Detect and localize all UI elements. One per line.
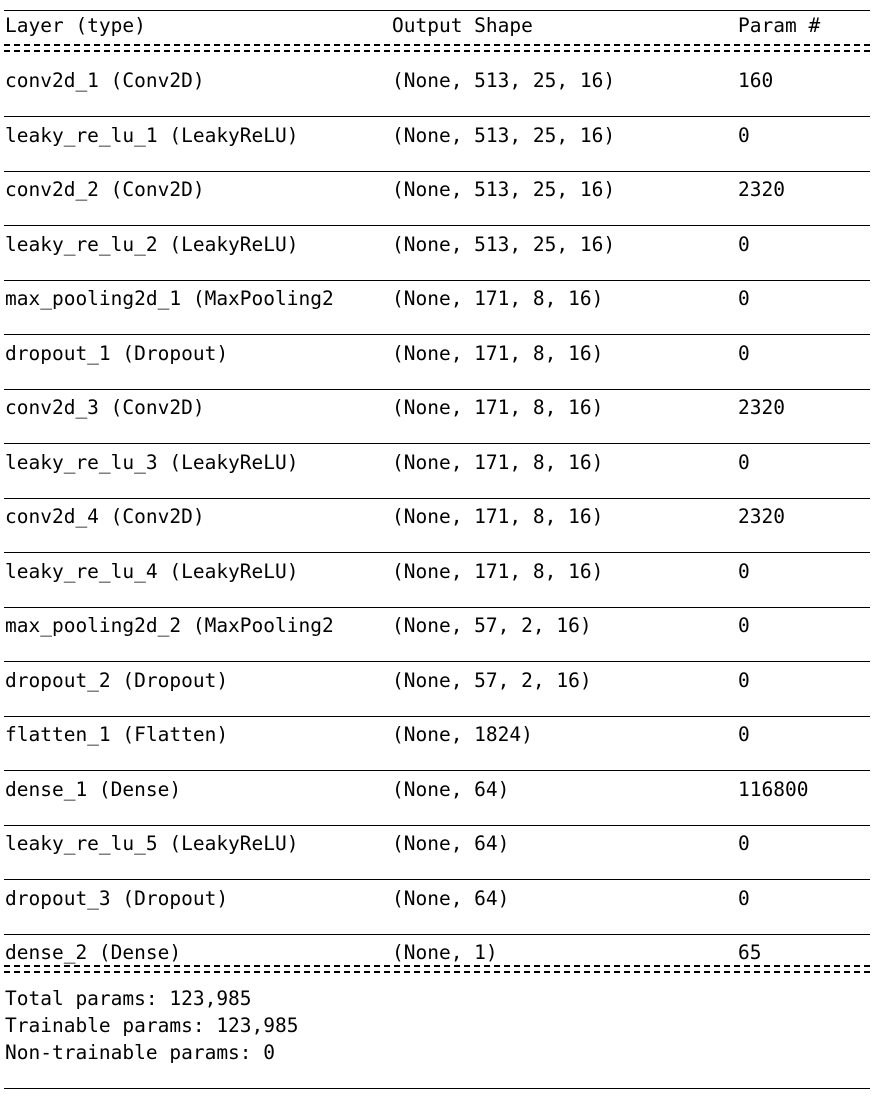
- header-output-shape: Output Shape: [392, 14, 533, 37]
- row-separator: [4, 825, 870, 826]
- row-separator: [4, 552, 870, 553]
- param-count: 0: [738, 341, 750, 365]
- row-separator: [4, 171, 870, 172]
- param-count: 2320: [738, 396, 785, 419]
- trainable-params: Trainable params: 123,985: [5, 1014, 299, 1037]
- output-shape: (None, 1): [392, 941, 498, 964]
- param-count: 0: [738, 668, 750, 692]
- output-shape: (None, 513, 25, 16): [392, 178, 616, 201]
- output-shape: (None, 64): [392, 886, 510, 910]
- layer-name: dropout_1 (Dropout): [5, 341, 229, 365]
- bottom-rule: [4, 1088, 870, 1089]
- param-count: 0: [738, 287, 750, 310]
- output-shape: (None, 171, 8, 16): [392, 505, 604, 528]
- row-separator: [4, 498, 870, 499]
- row-separator: [4, 389, 870, 390]
- output-shape: (None, 171, 8, 16): [392, 287, 604, 310]
- output-shape: (None, 171, 8, 16): [392, 559, 604, 583]
- param-count: 116800: [738, 777, 809, 801]
- row-separator: [4, 116, 870, 117]
- row-separator: [4, 334, 870, 335]
- param-count: 0: [738, 559, 750, 583]
- header-double-rule: [4, 44, 870, 52]
- layer-name: leaky_re_lu_3 (LeakyReLU): [5, 450, 299, 474]
- row-separator: [4, 280, 870, 281]
- layer-name: leaky_re_lu_1 (LeakyReLU): [5, 123, 299, 147]
- layer-name: flatten_1 (Flatten): [5, 723, 229, 746]
- output-shape: (None, 64): [392, 777, 510, 801]
- row-separator: [4, 607, 870, 608]
- row-separator: [4, 225, 870, 226]
- header-layer: Layer (type): [5, 14, 146, 37]
- layer-name: dropout_3 (Dropout): [5, 886, 229, 910]
- non-trainable-params: Non-trainable params: 0: [5, 1041, 276, 1064]
- output-shape: (None, 513, 25, 16): [392, 123, 616, 147]
- param-count: 0: [738, 886, 750, 910]
- param-count: 0: [738, 832, 750, 855]
- layer-name: max_pooling2d_2 (MaxPooling2: [5, 614, 334, 637]
- row-separator: [4, 443, 870, 444]
- top-rule: [4, 10, 870, 11]
- layer-name: conv2d_2 (Conv2D): [5, 178, 205, 201]
- row-separator: [4, 716, 870, 717]
- layer-name: dense_1 (Dense): [5, 777, 182, 801]
- param-count: 0: [738, 123, 750, 147]
- layer-name: dense_2 (Dense): [5, 941, 182, 964]
- row-separator: [4, 661, 870, 662]
- layer-name: conv2d_3 (Conv2D): [5, 396, 205, 419]
- row-separator: [4, 770, 870, 771]
- output-shape: (None, 171, 8, 16): [392, 341, 604, 365]
- layer-name: conv2d_1 (Conv2D): [5, 69, 205, 92]
- output-shape: (None, 513, 25, 16): [392, 69, 616, 92]
- param-count: 0: [738, 450, 750, 474]
- param-count: 0: [738, 614, 750, 637]
- header-param-count: Param #: [738, 14, 821, 37]
- param-count: 0: [738, 232, 750, 256]
- layer-name: leaky_re_lu_4 (LeakyReLU): [5, 559, 299, 583]
- layer-name: dropout_2 (Dropout): [5, 668, 229, 692]
- layer-name: leaky_re_lu_2 (LeakyReLU): [5, 232, 299, 256]
- layer-name: max_pooling2d_1 (MaxPooling2: [5, 287, 334, 310]
- output-shape: (None, 57, 2, 16): [392, 668, 592, 692]
- param-count: 2320: [738, 505, 785, 528]
- output-shape: (None, 171, 8, 16): [392, 396, 604, 419]
- param-count: 160: [738, 69, 774, 92]
- row-separator: [4, 934, 870, 935]
- row-separator: [4, 879, 870, 880]
- total-params: Total params: 123,985: [5, 987, 252, 1010]
- param-count: 65: [738, 941, 762, 964]
- param-count: 2320: [738, 178, 785, 201]
- output-shape: (None, 171, 8, 16): [392, 450, 604, 474]
- output-shape: (None, 1824): [392, 723, 533, 746]
- param-count: 0: [738, 723, 750, 746]
- output-shape: (None, 513, 25, 16): [392, 232, 616, 256]
- output-shape: (None, 57, 2, 16): [392, 614, 592, 637]
- footer-double-rule: [4, 965, 870, 973]
- layer-name: conv2d_4 (Conv2D): [5, 505, 205, 528]
- output-shape: (None, 64): [392, 832, 510, 855]
- layer-name: leaky_re_lu_5 (LeakyReLU): [5, 832, 299, 855]
